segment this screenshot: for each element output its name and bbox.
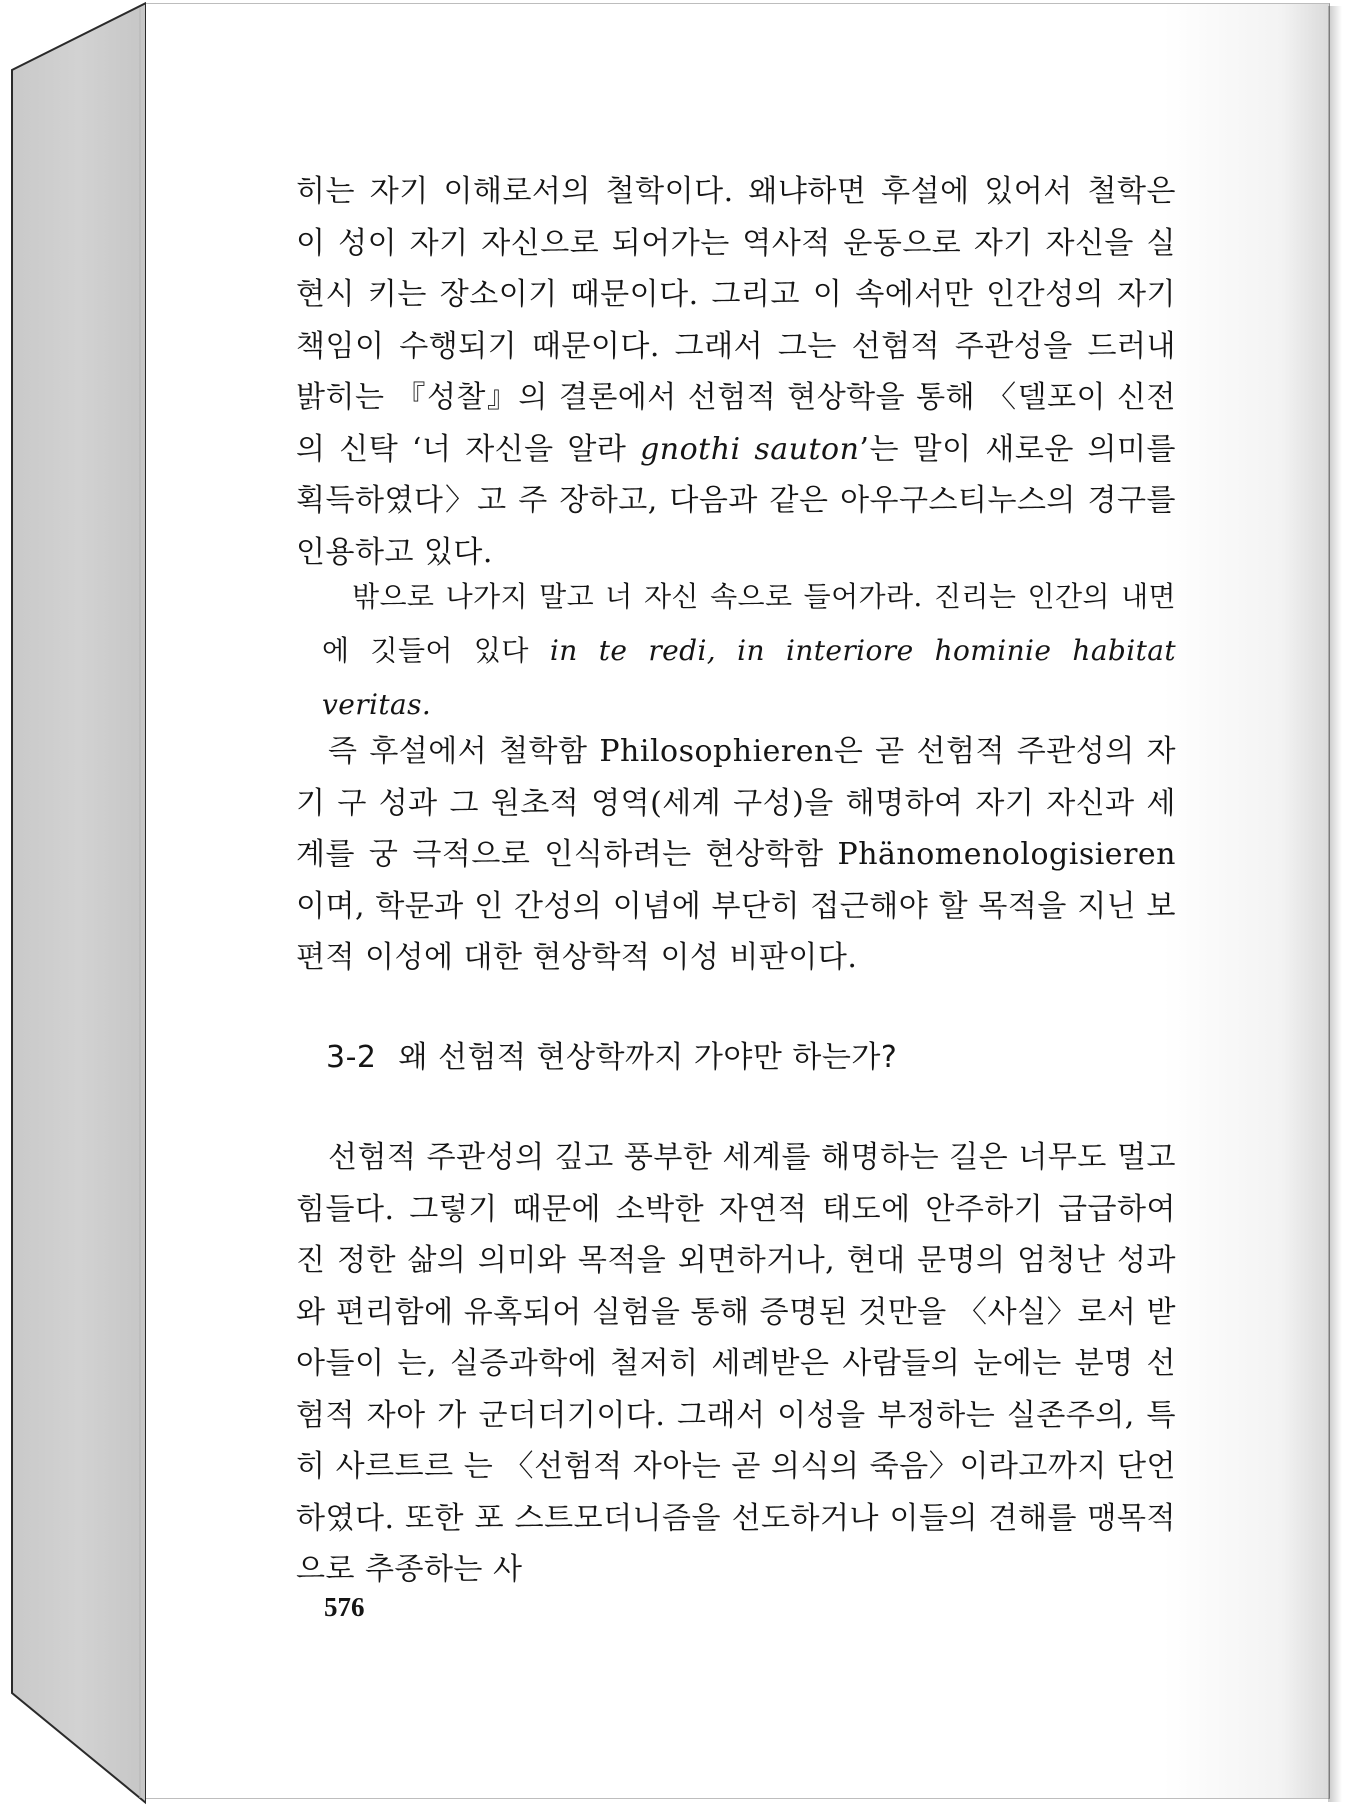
paragraph-3-text: 선험적 주관성의 깊고 풍부한 세계를 해명하는 길은 너무도 멀고 힘들다. 그렇기 때문에 소박한 자연적 태도에 안주하기 급급하여 진 정한 삶의 의미와 목적을 외면하거나, 현대 문명의 엄청난 성과와 편리함에 유혹되어 실험을 통해 증명된 것만을 〈사실〉로서 받아들이 는, 실증과학에 철저히 세례받은 사람들의 눈에는 분명 선험적 자아 가 군더더기이다. 그래서 이성을 부정하는 실존주의, 특히 사르트르 는 〈선험적 자아는 곧 의식의 죽음〉이라고까지 단언하였다. 또한 포 스트모더니즘을 선도하거나 이들의 견해를 맹목적으로 추종하는 사 <box>296 1140 1176 1587</box>
paragraph-1-text: 히는 자기 이해로서의 철학이다. 왜냐하면 후설에 있어서 철학은 이 성이 자기 자신으로 되어가는 역사적 운동으로 자기 자신을 실현시 키는 장소이기 때문이다. 그리고 이 속에서만 인간성의 자기 책임이 수행되기 때문이다. 그래서 그는 선험적 주관성을 드러내 밝히는 『성찰』의 결론에서 선험적 현상학을 통해 〈델포이 신전의 신탁 ‘너 자신을 알라 gnothi sauton’는 말이 새로운 의미를 획득하였다〉고 주 장하고, 다음과 같은 아우구스티누스의 경구를 인용하고 있다. <box>296 174 1176 570</box>
section-title: 왜 선험적 현상학까지 가야만 하는가? <box>398 1040 898 1075</box>
section-number: 3-2 <box>326 1040 377 1075</box>
book-spine <box>0 0 146 1806</box>
page-edge-shadow <box>1328 6 1342 1802</box>
paragraph-1 <box>296 166 1176 578</box>
paragraph-2 <box>296 726 1176 984</box>
paragraph-2-text: 즉 후설에서 철학함 Philosophieren은 곧 선험적 주관성의 자기 구 성과 그 원초적 영역(세계 구성)을 해명하여 자기 자신과 세계를 궁 극적으로 인식하려는 현상학함 Phänomenologisieren이며, 학문과 인 간성의 이념에 부단히 접근해야 할 목적을 지닌 보편적 이성에 대한 현상학적 이성 비판이다. <box>296 734 1176 975</box>
block-quote-text: 밖으로 나가지 말고 너 자신 속으로 들어가라. 진리는 인간의 내면에 깃들어 있다 in te redi, in interiore hominie habitat veritas. <box>322 580 1177 721</box>
section-heading <box>326 1032 897 1076</box>
page-number: 576 <box>324 1592 365 1622</box>
block-quote <box>322 570 1176 732</box>
paragraph-3 <box>296 1132 1176 1596</box>
